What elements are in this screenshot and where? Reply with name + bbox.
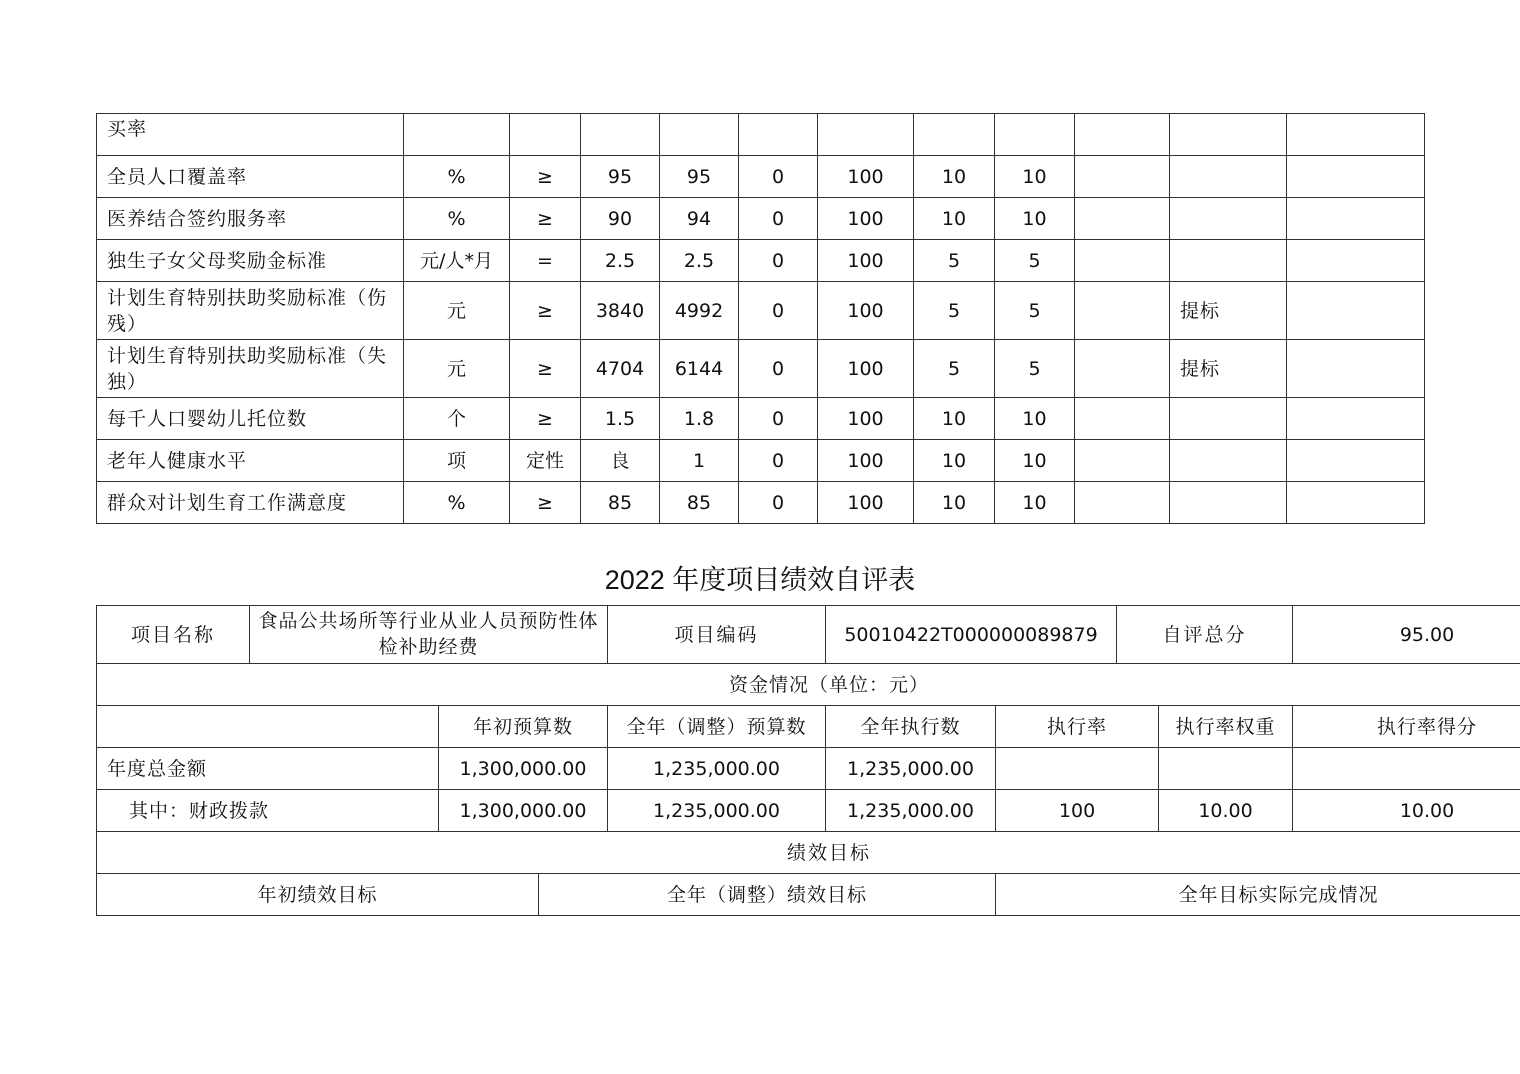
indicator-name: 计划生育特别扶助奖励标准（伤残） — [97, 282, 404, 340]
indicator-name: 计划生育特别扶助奖励标准（失独） — [97, 340, 404, 398]
goals-header: 绩效目标 — [97, 832, 1520, 874]
funds-col-score: 执行率得分 — [1293, 706, 1520, 748]
indicator-operator: ≥ — [510, 340, 581, 398]
indicator-deviation: 0 — [739, 340, 818, 398]
indicator-remark — [1287, 114, 1425, 156]
indicator-extra — [1075, 482, 1170, 524]
funds-row-rate: 100 — [996, 790, 1159, 832]
indicator-score — [995, 114, 1075, 156]
indicator-extra — [1075, 398, 1170, 440]
indicator-score: 10 — [995, 398, 1075, 440]
indicator-extra — [1075, 282, 1170, 340]
indicator-deviation: 0 — [739, 282, 818, 340]
indicator-target: 良 — [581, 440, 660, 482]
indicator-target: 2.5 — [581, 240, 660, 282]
funds-row-initial: 1,300,000.00 — [439, 790, 608, 832]
indicator-row — [97, 198, 1425, 240]
indicator-target: 3840 — [581, 282, 660, 340]
form-title: 2022 年度项目绩效自评表 — [604, 565, 916, 595]
indicator-target: 4704 — [581, 340, 660, 398]
indicator-score: 10 — [995, 156, 1075, 198]
project-code: 50010422T000000089879 — [826, 606, 1117, 664]
funds-col-executed: 全年执行数 — [826, 706, 996, 748]
indicator-extra — [1075, 156, 1170, 198]
indicator-weight — [914, 114, 995, 156]
funds-row-weight: 10.00 — [1159, 790, 1293, 832]
indicator-row — [97, 114, 1425, 156]
indicator-name: 买率 — [97, 114, 404, 156]
indicator-full-score: 100 — [818, 398, 914, 440]
funds-row — [97, 790, 1520, 832]
indicator-deviation: 0 — [739, 482, 818, 524]
indicator-full-score — [818, 114, 914, 156]
funds-col-blank — [97, 706, 439, 748]
indicator-deviation: 0 — [739, 198, 818, 240]
indicator-remark — [1287, 340, 1425, 398]
indicator-operator: ≥ — [510, 482, 581, 524]
indicator-score: 10 — [995, 198, 1075, 240]
indicator-note — [1170, 482, 1287, 524]
indicator-name: 医养结合签约服务率 — [97, 198, 404, 240]
indicator-remark — [1287, 482, 1425, 524]
indicator-operator: ≥ — [510, 198, 581, 240]
funds-row-score: 10.00 — [1293, 790, 1520, 832]
indicator-note: 提标 — [1170, 340, 1287, 398]
funds-col-rate: 执行率 — [996, 706, 1159, 748]
indicator-row — [97, 440, 1425, 482]
funds-header-row — [97, 664, 1520, 706]
indicator-name: 每千人口婴幼儿托位数 — [97, 398, 404, 440]
indicator-full-score: 100 — [818, 198, 914, 240]
indicator-operator — [510, 114, 581, 156]
indicator-note — [1170, 398, 1287, 440]
project-name: 食品公共场所等行业从业人员预防性体检补助经费 — [250, 606, 608, 664]
indicator-remark — [1287, 398, 1425, 440]
indicator-weight: 10 — [914, 198, 995, 240]
funds-row-rate — [996, 748, 1159, 790]
indicator-name: 老年人健康水平 — [97, 440, 404, 482]
indicator-full-score: 100 — [818, 482, 914, 524]
goals-col-completion: 全年目标实际完成情况 — [996, 874, 1520, 916]
total-score-label: 自评总分 — [1117, 606, 1293, 664]
goals-col-adjusted: 全年（调整）绩效目标 — [539, 874, 996, 916]
indicator-unit: % — [404, 198, 510, 240]
indicator-weight: 10 — [914, 398, 995, 440]
indicator-operator: ≥ — [510, 398, 581, 440]
indicator-table — [96, 113, 1425, 524]
indicator-score: 10 — [995, 440, 1075, 482]
indicator-actual: 1.8 — [660, 398, 739, 440]
indicator-full-score: 100 — [818, 240, 914, 282]
indicator-actual: 94 — [660, 198, 739, 240]
indicator-note — [1170, 156, 1287, 198]
indicator-actual — [660, 114, 739, 156]
indicator-row — [97, 398, 1425, 440]
indicator-full-score: 100 — [818, 282, 914, 340]
funds-col-initial: 年初预算数 — [439, 706, 608, 748]
goals-col-initial: 年初绩效目标 — [97, 874, 539, 916]
funds-col-weight: 执行率权重 — [1159, 706, 1293, 748]
indicator-name: 全员人口覆盖率 — [97, 156, 404, 198]
indicator-remark — [1287, 240, 1425, 282]
indicator-target: 1.5 — [581, 398, 660, 440]
indicator-weight: 5 — [914, 240, 995, 282]
indicator-name: 群众对计划生育工作满意度 — [97, 482, 404, 524]
self-evaluation-table — [96, 605, 1520, 916]
funds-header: 资金情况（单位：元） — [97, 664, 1520, 706]
indicator-deviation: 0 — [739, 240, 818, 282]
funds-row-adjusted: 1,235,000.00 — [608, 748, 826, 790]
indicator-actual: 95 — [660, 156, 739, 198]
indicator-deviation — [739, 114, 818, 156]
indicator-unit: 项 — [404, 440, 510, 482]
indicator-deviation: 0 — [739, 398, 818, 440]
indicator-unit: 元 — [404, 340, 510, 398]
funds-row-executed: 1,235,000.00 — [826, 790, 996, 832]
indicator-score: 5 — [995, 282, 1075, 340]
indicator-note: 提标 — [1170, 282, 1287, 340]
indicator-remark — [1287, 156, 1425, 198]
indicator-unit: 元/人*月 — [404, 240, 510, 282]
indicator-remark — [1287, 282, 1425, 340]
indicator-weight: 5 — [914, 340, 995, 398]
indicator-note — [1170, 198, 1287, 240]
goals-header-row — [97, 832, 1520, 874]
indicator-note — [1170, 240, 1287, 282]
funds-columns-row — [97, 706, 1520, 748]
indicator-row — [97, 240, 1425, 282]
funds-row-executed: 1,235,000.00 — [826, 748, 996, 790]
indicator-operator: = — [510, 240, 581, 282]
indicator-name: 独生子女父母奖励金标准 — [97, 240, 404, 282]
indicator-actual: 2.5 — [660, 240, 739, 282]
goals-columns-row — [97, 874, 1520, 916]
indicator-extra — [1075, 114, 1170, 156]
indicator-actual: 1 — [660, 440, 739, 482]
indicator-weight: 10 — [914, 440, 995, 482]
indicator-operator: ≥ — [510, 282, 581, 340]
indicator-target: 90 — [581, 198, 660, 240]
indicator-extra — [1075, 240, 1170, 282]
indicator-weight: 5 — [914, 282, 995, 340]
funds-row-score — [1293, 748, 1520, 790]
project-name-label: 项目名称 — [97, 606, 250, 664]
indicator-target: 85 — [581, 482, 660, 524]
indicator-remark — [1287, 198, 1425, 240]
indicator-extra — [1075, 340, 1170, 398]
funds-row-weight — [1159, 748, 1293, 790]
indicator-remark — [1287, 440, 1425, 482]
indicator-full-score: 100 — [818, 156, 914, 198]
indicator-unit: 元 — [404, 282, 510, 340]
indicator-operator: ≥ — [510, 156, 581, 198]
indicator-weight: 10 — [914, 482, 995, 524]
indicator-unit: % — [404, 156, 510, 198]
total-score: 95.00 — [1293, 606, 1520, 664]
indicator-extra — [1075, 440, 1170, 482]
indicator-extra — [1075, 198, 1170, 240]
indicator-row — [97, 340, 1425, 398]
indicator-unit — [404, 114, 510, 156]
indicator-deviation: 0 — [739, 440, 818, 482]
indicator-note — [1170, 114, 1287, 156]
indicator-row — [97, 156, 1425, 198]
indicator-target: 95 — [581, 156, 660, 198]
project-info-row — [97, 606, 1520, 664]
indicator-unit: 个 — [404, 398, 510, 440]
funds-row-initial: 1,300,000.00 — [439, 748, 608, 790]
indicator-note — [1170, 440, 1287, 482]
funds-row — [97, 748, 1520, 790]
indicator-operator: 定性 — [510, 440, 581, 482]
indicator-score: 5 — [995, 240, 1075, 282]
funds-row-label: 其中：财政拨款 — [97, 790, 439, 832]
indicator-weight: 10 — [914, 156, 995, 198]
indicator-full-score: 100 — [818, 340, 914, 398]
indicator-full-score: 100 — [818, 440, 914, 482]
indicator-deviation: 0 — [739, 156, 818, 198]
indicator-score: 10 — [995, 482, 1075, 524]
funds-row-label: 年度总金额 — [97, 748, 439, 790]
funds-col-adjusted: 全年（调整）预算数 — [608, 706, 826, 748]
indicator-actual: 85 — [660, 482, 739, 524]
indicator-unit: % — [404, 482, 510, 524]
project-code-label: 项目编码 — [608, 606, 826, 664]
indicator-target — [581, 114, 660, 156]
indicator-actual: 4992 — [660, 282, 739, 340]
funds-row-adjusted: 1,235,000.00 — [608, 790, 826, 832]
indicator-row — [97, 282, 1425, 340]
indicator-actual: 6144 — [660, 340, 739, 398]
indicator-row — [97, 482, 1425, 524]
indicator-score: 5 — [995, 340, 1075, 398]
